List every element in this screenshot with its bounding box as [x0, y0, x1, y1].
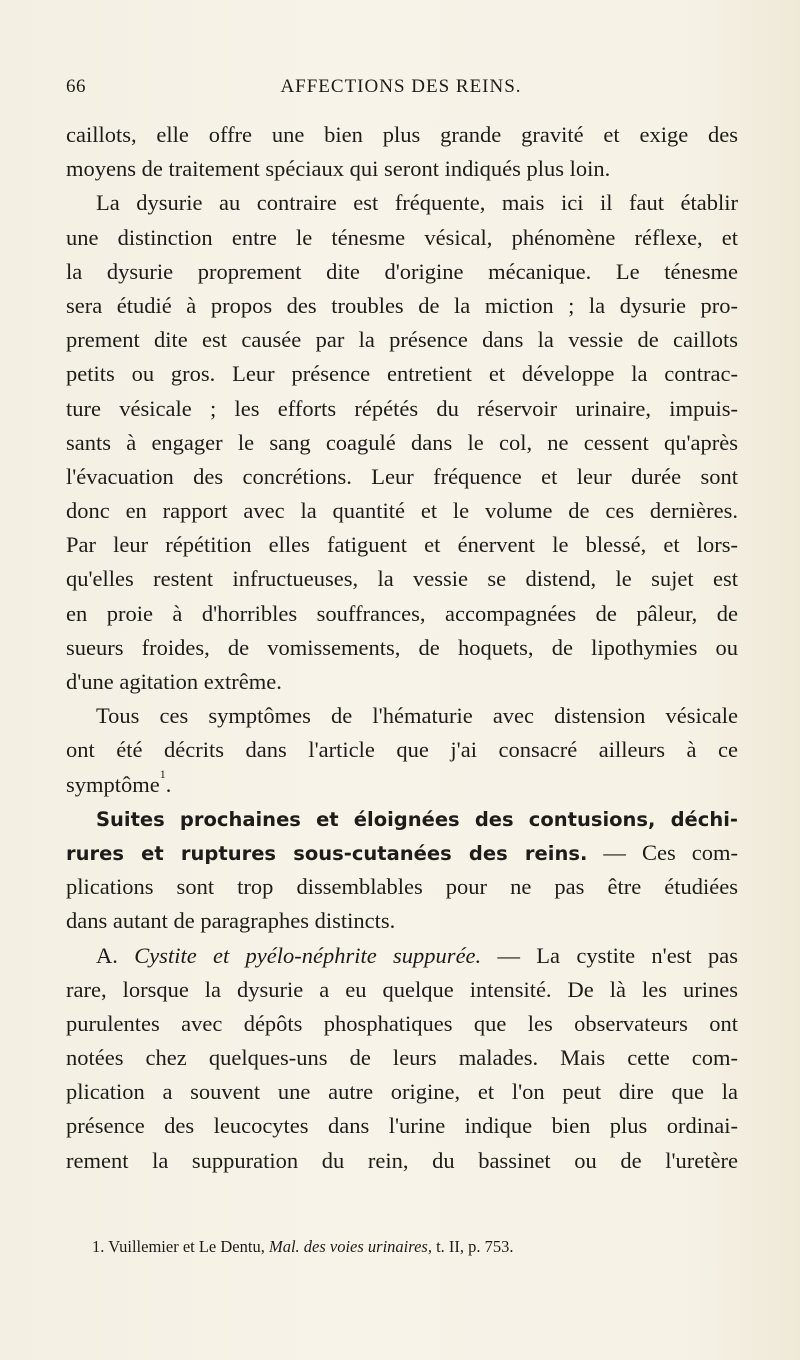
text-line: donc en rapport avec la quantité et le volume de ces dernières.	[66, 498, 738, 524]
page-header	[66, 76, 736, 106]
footnote-authors: Vuillemier et Le Dentu,	[108, 1237, 265, 1256]
text-line: ont été décrits dans l'article que j'ai consacré ailleurs à ce	[66, 737, 738, 763]
subsection-label: A.	[96, 942, 118, 968]
text-fragment: — Ces com-	[587, 839, 738, 865]
text-line: La dysurie au contraire est fréquente, mais ici il faut établir	[96, 190, 738, 216]
text-line: ture vésicale ; les efforts répétés du réservoir urinaire, impuis-	[66, 395, 738, 421]
body-text	[66, 118, 738, 1178]
subsection-heading	[66, 939, 738, 973]
section-heading-text: rures et ruptures sous-cutanées des reins.	[66, 841, 588, 865]
footnote	[92, 1236, 732, 1258]
page-number: 66	[66, 76, 86, 97]
text-fragment: .	[165, 771, 172, 797]
section-heading-text: Suites prochaines et éloignées des contusions, déchi-	[96, 807, 738, 831]
text-line: présence des leucocytes dans l'urine indique bien plus ordinai-	[66, 1113, 738, 1139]
text-fragment: — La cystite n'est pas	[481, 942, 738, 968]
subsection-title: Cystite et pyélo-néphrite suppurée.	[134, 942, 482, 968]
text-line: une distinction entre le ténesme vésical, phénomène réflexe, et	[66, 224, 738, 250]
footnote-title: Mal. des voies urinaires,	[268, 1237, 432, 1256]
text-line: plication a souvent une autre origine, et l'on peut dire que la	[66, 1079, 738, 1105]
text-line: purulentes avec dépôts phosphatiques que les observateurs ont	[66, 1010, 738, 1036]
text-line: plications sont trop dissemblables pour ne pas être étudiées	[66, 874, 738, 900]
text-line: petits ou gros. Leur présence entretient et développe la contrac-	[66, 361, 738, 387]
footnote-number: 1.	[92, 1237, 105, 1256]
text-line: caillots, elle offre une bien plus grande gravité et exige des	[66, 122, 738, 147]
footnote-ref: t. II, p. 753.	[436, 1237, 514, 1256]
text-line: l'évacuation des concrétions. Leur fréquence et leur durée sont	[66, 463, 738, 489]
text-line: Par leur répétition elles fatiguent et énervent le blessé, et lors-	[66, 532, 738, 558]
text-line: rare, lorsque la dysurie a eu quelque intensité. De là les urines	[66, 976, 738, 1002]
section-heading	[66, 802, 738, 836]
text-fragment: symptôme	[66, 771, 160, 797]
text-line: qu'elles restent infructueuses, la vessie se distend, le sujet est	[66, 566, 738, 592]
text-line: notées chez quelques-uns de leurs malades. Mais cette com-	[66, 1045, 738, 1071]
text-line: moyens de traitement spéciaux qui seront indiqués plus loin.	[66, 156, 611, 182]
text-line: la dysurie proprement dite d'origine mécanique. Le ténesme	[66, 258, 738, 284]
text-line	[66, 768, 738, 802]
text-line: Tous ces symptômes de l'hématurie avec distension vésicale	[96, 703, 738, 729]
text-line: sants à engager le sang coagulé dans le col, ne cessent qu'après	[66, 429, 738, 455]
text-line: dans autant de paragraphes distincts.	[66, 908, 396, 934]
text-line: prement dite est causée par la présence dans la vessie de caillots	[66, 327, 738, 353]
text-line: rement la suppuration du rein, du bassinet ou de l'uretère	[66, 1147, 738, 1173]
running-title: AFFECTIONS DES REINS.	[280, 76, 522, 97]
text-line: sera étudié à propos des troubles de la miction ; la dysurie pro-	[66, 292, 738, 318]
text-line	[66, 836, 738, 870]
text-line: d'une agitation extrême.	[66, 669, 282, 694]
text-line: sueurs froides, de vomissements, de hoquets, de lipothymies ou	[66, 634, 738, 660]
footnote-ref: 1	[159, 766, 166, 781]
text-line: en proie à d'horribles souffrances, accompagnées de pâleur, de	[66, 600, 738, 626]
